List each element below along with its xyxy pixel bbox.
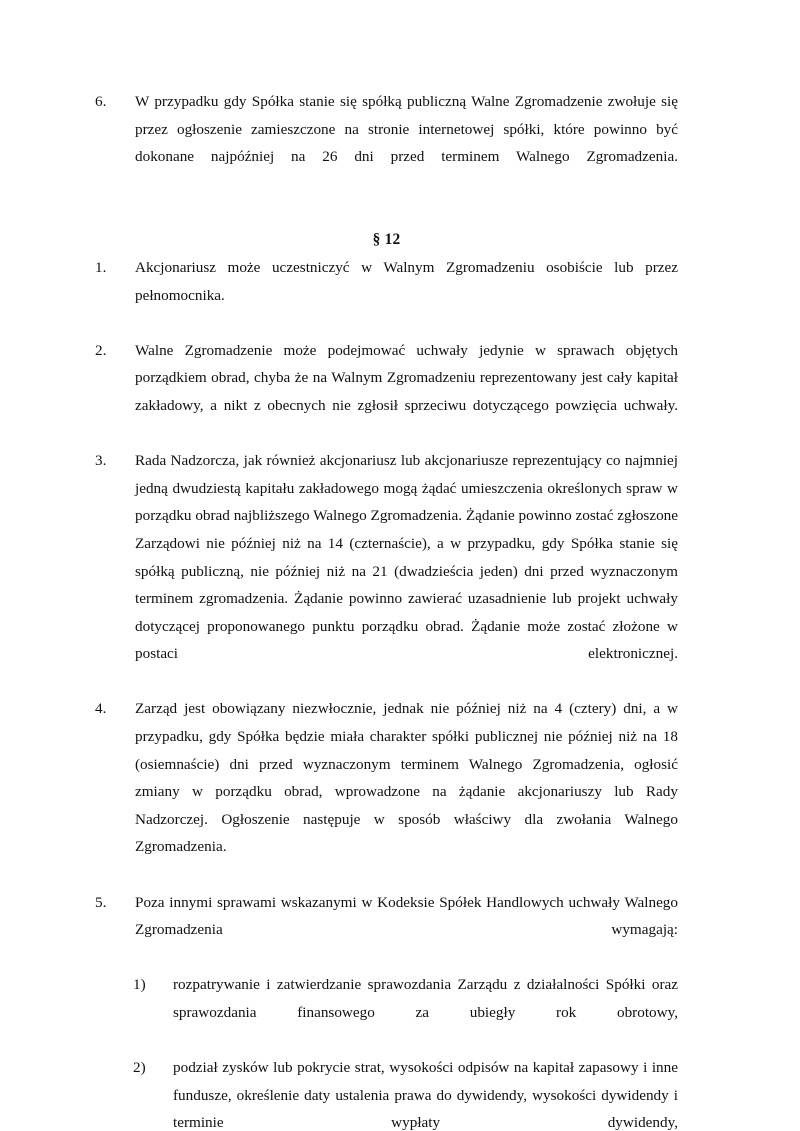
list-item-text: Akcjonariusz może uczestniczyć w Walnym Zgromadzeniu osobiście lub przez pełnomocnika. (135, 258, 678, 304)
list-item-text: W przypadku gdy Spółka stanie się spółką publiczną Walne Zgromadzenie zwołuje się przez ogłoszenie zamieszczone na stronie internetowej spółki, które powinno być dokonane najpóźniej na 26 dni przed terminem Walnego Zgromadzenia. (135, 93, 678, 166)
list-item-text: Poza innymi sprawami wskazanymi w Kodeksie Spółek Handlowych uchwały Walnego Zgromadzenia wymagają: (135, 893, 678, 939)
list-marker: 4. (95, 700, 107, 718)
list-marker: 2. (95, 341, 107, 359)
spacer (95, 198, 678, 226)
document-body (95, 88, 678, 1131)
list-item-text: Rada Nadzorcza, jak również akcjonariusz lub akcjonariusze reprezentujący co najmniej jedną dwudziestą kapitału zakładowego mogą żądać umieszczenia określonych spraw w porządku obrad najbliższego Walnego Zgromadzenia. Żądanie powinno zostać zgłoszone Zarządowi nie później niż na 14 (czternaście), a w przypadku, gdy Spółka stanie się spółką publiczną, nie później niż na 21 (dwadzieścia jeden) dni przed wyznaczonym terminem zgromadzenia. Żądanie powinno zawierać uzasadnienie lub projekt uchwały dotyczącej proponowanego punktu porządku obrad. Żądanie może zostać złożone w postaci elektronicznej. (135, 452, 678, 663)
list-item-3 (95, 447, 678, 695)
list-item-4 (95, 695, 678, 888)
sub-list-marker: 2) (133, 1059, 146, 1077)
sub-list-item-1 (95, 971, 678, 1054)
list-item-text: Walne Zgromadzenie może podejmować uchwały jedynie w sprawach objętych porządkiem obrad, chyba że na Walnym Zgromadzeniu reprezentowany jest cały kapitał zakładowy, a nikt z obecnych nie zgłosił sprzeciwu dotyczącego powzięcia uchwały. (135, 341, 678, 414)
list-item-6 (95, 88, 678, 198)
sub-list-item-text: podział zysków lub pokrycie strat, wysokości odpisów na kapitał zapasowy i inne fundusze, określenie daty ustalenia prawa do dywidendy, wysokości dywidendy i terminie wypłaty dywidendy, (173, 1059, 678, 1131)
list-marker: 5. (95, 893, 107, 911)
section-heading: § 12 (372, 231, 401, 249)
list-item-text: Zarząd jest obowiązany niezwłocznie, jednak nie później niż na 4 (cztery) dni, a w przypadku, gdy Spółka będzie miała charakter spółki publicznej nie później niż na 18 (osiemnaście) dni przed wyznaczonym terminem Walnego Zgromadzenia, ogłosić zmiany w porządku obrad, wprowadzone na żądanie akcjonariuszy lub Rady Nadzorczej. Ogłoszenie następuje w sposób właściwy dla zwołania Walnego Zgromadzenia. (135, 700, 678, 856)
sub-list-marker: 1) (133, 976, 146, 994)
list-item-2 (95, 337, 678, 447)
list-marker: 1. (95, 258, 107, 276)
list-item-5 (95, 889, 678, 972)
list-marker: 3. (95, 452, 107, 470)
sub-list-item-2 (95, 1054, 678, 1131)
list-marker: 6. (95, 93, 107, 110)
list-item-1 (95, 254, 678, 337)
sub-list-item-text: rozpatrywanie i zatwierdzanie sprawozdania Zarządu z działalności Spółki oraz sprawozdania finansowego za ubiegły rok obrotowy, (173, 976, 678, 1021)
